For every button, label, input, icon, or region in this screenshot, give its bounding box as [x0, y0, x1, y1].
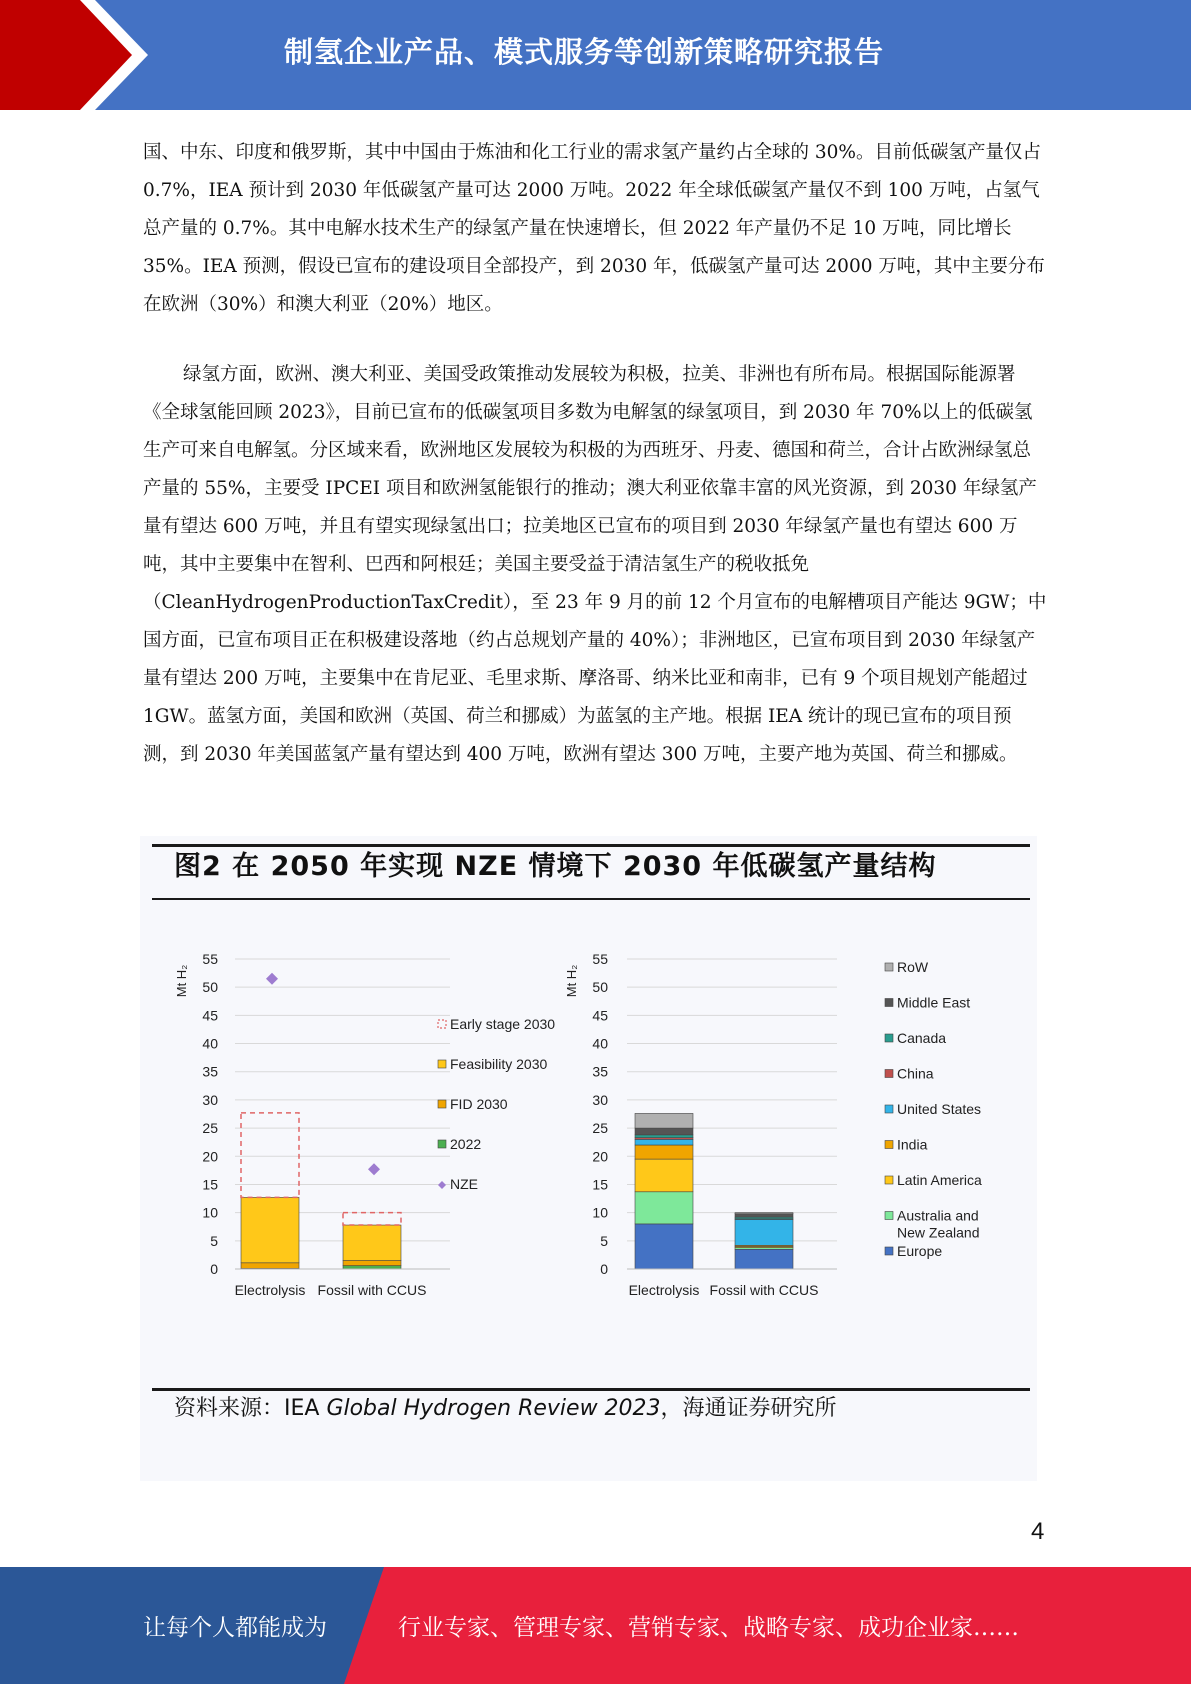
header-title: 制氢企业产品、模式服务等创新策略研究报告: [284, 35, 885, 69]
bar-segment-canada: [635, 1135, 693, 1138]
bar-segment-feasibility-2030: [241, 1197, 299, 1262]
legend-swatch: [885, 1212, 893, 1220]
bar-segment-middle-east: [735, 1214, 793, 1217]
y-tick-label: 55: [202, 951, 218, 967]
legend-label: FID 2030: [450, 1096, 508, 1112]
legend-label: Early stage 2030: [450, 1016, 556, 1032]
legend-label: 2022: [450, 1136, 482, 1152]
y-tick-label: 15: [592, 1176, 608, 1193]
y-tick-label: 40: [592, 1035, 608, 1052]
figure-source: [174, 1391, 837, 1422]
y-tick-label: 55: [592, 951, 608, 967]
legend-swatch: [885, 1141, 893, 1149]
legend-swatch: [885, 1247, 893, 1255]
footer-slogan-right: 行业专家、管理专家、营销专家、战略专家、成功企业家……: [398, 1615, 1019, 1641]
bar-segment-middle-east: [635, 1128, 693, 1135]
figure-2: [140, 836, 1037, 1481]
y-tick-label: 5: [600, 1232, 608, 1249]
bar-segment-row: [635, 1113, 693, 1128]
legend-swatch: [885, 1070, 893, 1078]
bar-segment-latin-america: [635, 1159, 693, 1192]
y-tick-label: 0: [210, 1261, 218, 1277]
nze-marker: [266, 973, 278, 985]
legend-swatch: [438, 1140, 446, 1148]
legend-label: Australia and: [897, 1207, 979, 1224]
bar-segment-australia-and-new-zealand: [635, 1192, 693, 1224]
y-axis-label: Mt H₂: [564, 964, 579, 998]
x-category-label: Electrolysis: [234, 1282, 306, 1298]
legend-label: Feasibility 2030: [450, 1056, 548, 1072]
y-tick-label: 10: [202, 1204, 218, 1221]
legend-label: New Zealand: [897, 1224, 980, 1241]
y-tick-label: 35: [592, 1063, 608, 1080]
source-title: Global Hydrogen Review 2023: [326, 1396, 661, 1421]
x-category-label: Fossil with CCUS: [709, 1282, 819, 1298]
bar-segment-europe: [635, 1224, 693, 1269]
bar-segment-feasibility-2030: [343, 1225, 401, 1261]
y-tick-label: 0: [600, 1261, 608, 1277]
bar-segment-row: [735, 1213, 793, 1214]
y-tick-label: 35: [202, 1063, 218, 1080]
legend-swatch: [885, 1176, 893, 1184]
legend-label: Canada: [897, 1030, 947, 1046]
figure-charts: [140, 836, 1037, 1396]
x-category-label: Fossil with CCUS: [317, 1282, 427, 1298]
legend-swatch: [438, 1060, 446, 1068]
bar-segment-united-states: [735, 1219, 793, 1245]
legend-swatch: [885, 1034, 893, 1042]
y-tick-label: 10: [592, 1204, 608, 1221]
y-tick-label: 45: [202, 1007, 218, 1024]
bar-segment-europe: [735, 1249, 793, 1269]
y-tick-label: 50: [202, 979, 218, 996]
bar-segment-early-stage-2030: [343, 1213, 401, 1225]
source-prefix: 资料来源：IEA: [174, 1396, 327, 1421]
bar-segment-india: [635, 1145, 693, 1159]
figure-title: 图2 在 2050 年实现 NZE 情境下 2030 年低碳氢产量结构: [174, 851, 937, 882]
y-tick-label: 20: [202, 1148, 218, 1165]
y-tick-label: 45: [592, 1007, 608, 1024]
legend-swatch: [438, 1100, 446, 1108]
footer-slogan-left: 让每个人都能成为: [143, 1615, 327, 1641]
legend-label: NZE: [450, 1176, 478, 1192]
source-suffix: ，海通证券研究所: [660, 1396, 837, 1421]
y-tick-label: 25: [592, 1120, 608, 1137]
body-paragraph-1: 国、中东、印度和俄罗斯，其中中国由于炼油和化工行业的需求氢产量约占全球的 30%。目前低碳氢产量仅占 0.7%，IEA 预计到 2030 年低碳氢产量可达 2000 万吨。2022 年全球低碳氢产量仅不到 100 万吨，占氢气总产量的 0.7%。其中电解水技术生产的绿氢产量在快速增长，但 2022 年产量仍不足 10 万吨，同比增长 35%。IEA 预测，假设已宣布的建设项目全部投产，到 2030 年，低碳氢产量可达 2000 万吨，其中主要分布在欧洲（30%）和澳大利亚（20%）地区。: [143, 142, 1045, 315]
legend-label: United States: [897, 1101, 982, 1117]
legend-swatch: [885, 999, 893, 1007]
y-tick-label: 20: [592, 1148, 608, 1165]
legend-swatch: [885, 1105, 893, 1113]
y-tick-label: 25: [202, 1120, 218, 1137]
legend-label: Middle East: [897, 994, 971, 1011]
bar-segment-fid-2030: [241, 1263, 299, 1269]
x-category-label: Electrolysis: [628, 1282, 700, 1298]
y-axis-label: Mt H₂: [174, 964, 189, 998]
legend-swatch: [885, 963, 893, 971]
legend-label: Europe: [897, 1243, 943, 1259]
legend-label: China: [897, 1065, 934, 1082]
bar-segment-fid-2030: [343, 1261, 401, 1266]
bar-segment-2022: [343, 1266, 401, 1269]
body-paragraph-2: [143, 356, 1048, 774]
y-tick-label: 5: [210, 1232, 218, 1249]
legend-swatch-nze: [438, 1181, 446, 1189]
y-tick-label: 50: [592, 979, 608, 996]
nze-marker: [368, 1163, 380, 1175]
page-number: 4: [1031, 1518, 1045, 1545]
y-tick-label: 30: [592, 1091, 608, 1108]
y-tick-label: 30: [202, 1091, 218, 1108]
legend-swatch: [438, 1020, 446, 1028]
y-tick-label: 40: [202, 1035, 218, 1052]
y-tick-label: 15: [202, 1176, 218, 1193]
page-header: [0, 0, 1191, 110]
body-paragraph-2-text: 绿氢方面，欧洲、澳大利亚、美国受政策推动发展较为积极，拉美、非洲也有所布局。根据国际能源署《全球氢能回顾 2023》，目前已宣布的低碳氢项目多数为电解氢的绿氢项目，到 2030 年 70%以上的低碳氢生产可来自电解氢。分区域来看，欧洲地区发展较为积极的为西班牙、丹麦、德国和荷兰，合计占欧洲绿氢总产量的 55%，主要受 IPCEI 项目和欧洲氢能银行的推动；澳大利亚依靠丰富的风光资源，到 2030 年绿氢产量有望达 600 万吨，并且有望实现绿氢出口；拉美地区已宣布的项目到 2030 年绿氢产量也有望达 600 万吨，其中主要集中在智利、巴西和阿根廷；美国主要受益于清洁氢生产的税收抵免（CleanHydrogenProductionTaxCredit），至 23 年 9 月的前 12 个月宣布的电解槽项目产能达 9GW；中国方面，已宣布项目正在积极建设落地（约占总规划产量的 40%）；非洲地区，已宣布项目到 2030 年绿氢产量有望达 200 万吨，主要集中在肯尼亚、毛里求斯、摩洛哥、纳米比亚和南非，已有 9 个项目规划产能超过 1GW。蓝氢方面，美国和欧洲（英国、荷兰和挪威）为蓝氢的主产地。根据 IEA 统计的现已宣布的项目预测，到 2030 年美国蓝氢产量有望达到 400 万吨，欧洲有望达 300 万吨，主要产地为英国、荷兰和挪威。: [143, 364, 1047, 765]
bar-segment-united-states: [635, 1139, 693, 1145]
legend-label: Latin America: [897, 1172, 982, 1188]
legend-label: India: [897, 1136, 928, 1153]
legend-label: RoW: [897, 959, 929, 975]
page-footer: [0, 1567, 1191, 1684]
